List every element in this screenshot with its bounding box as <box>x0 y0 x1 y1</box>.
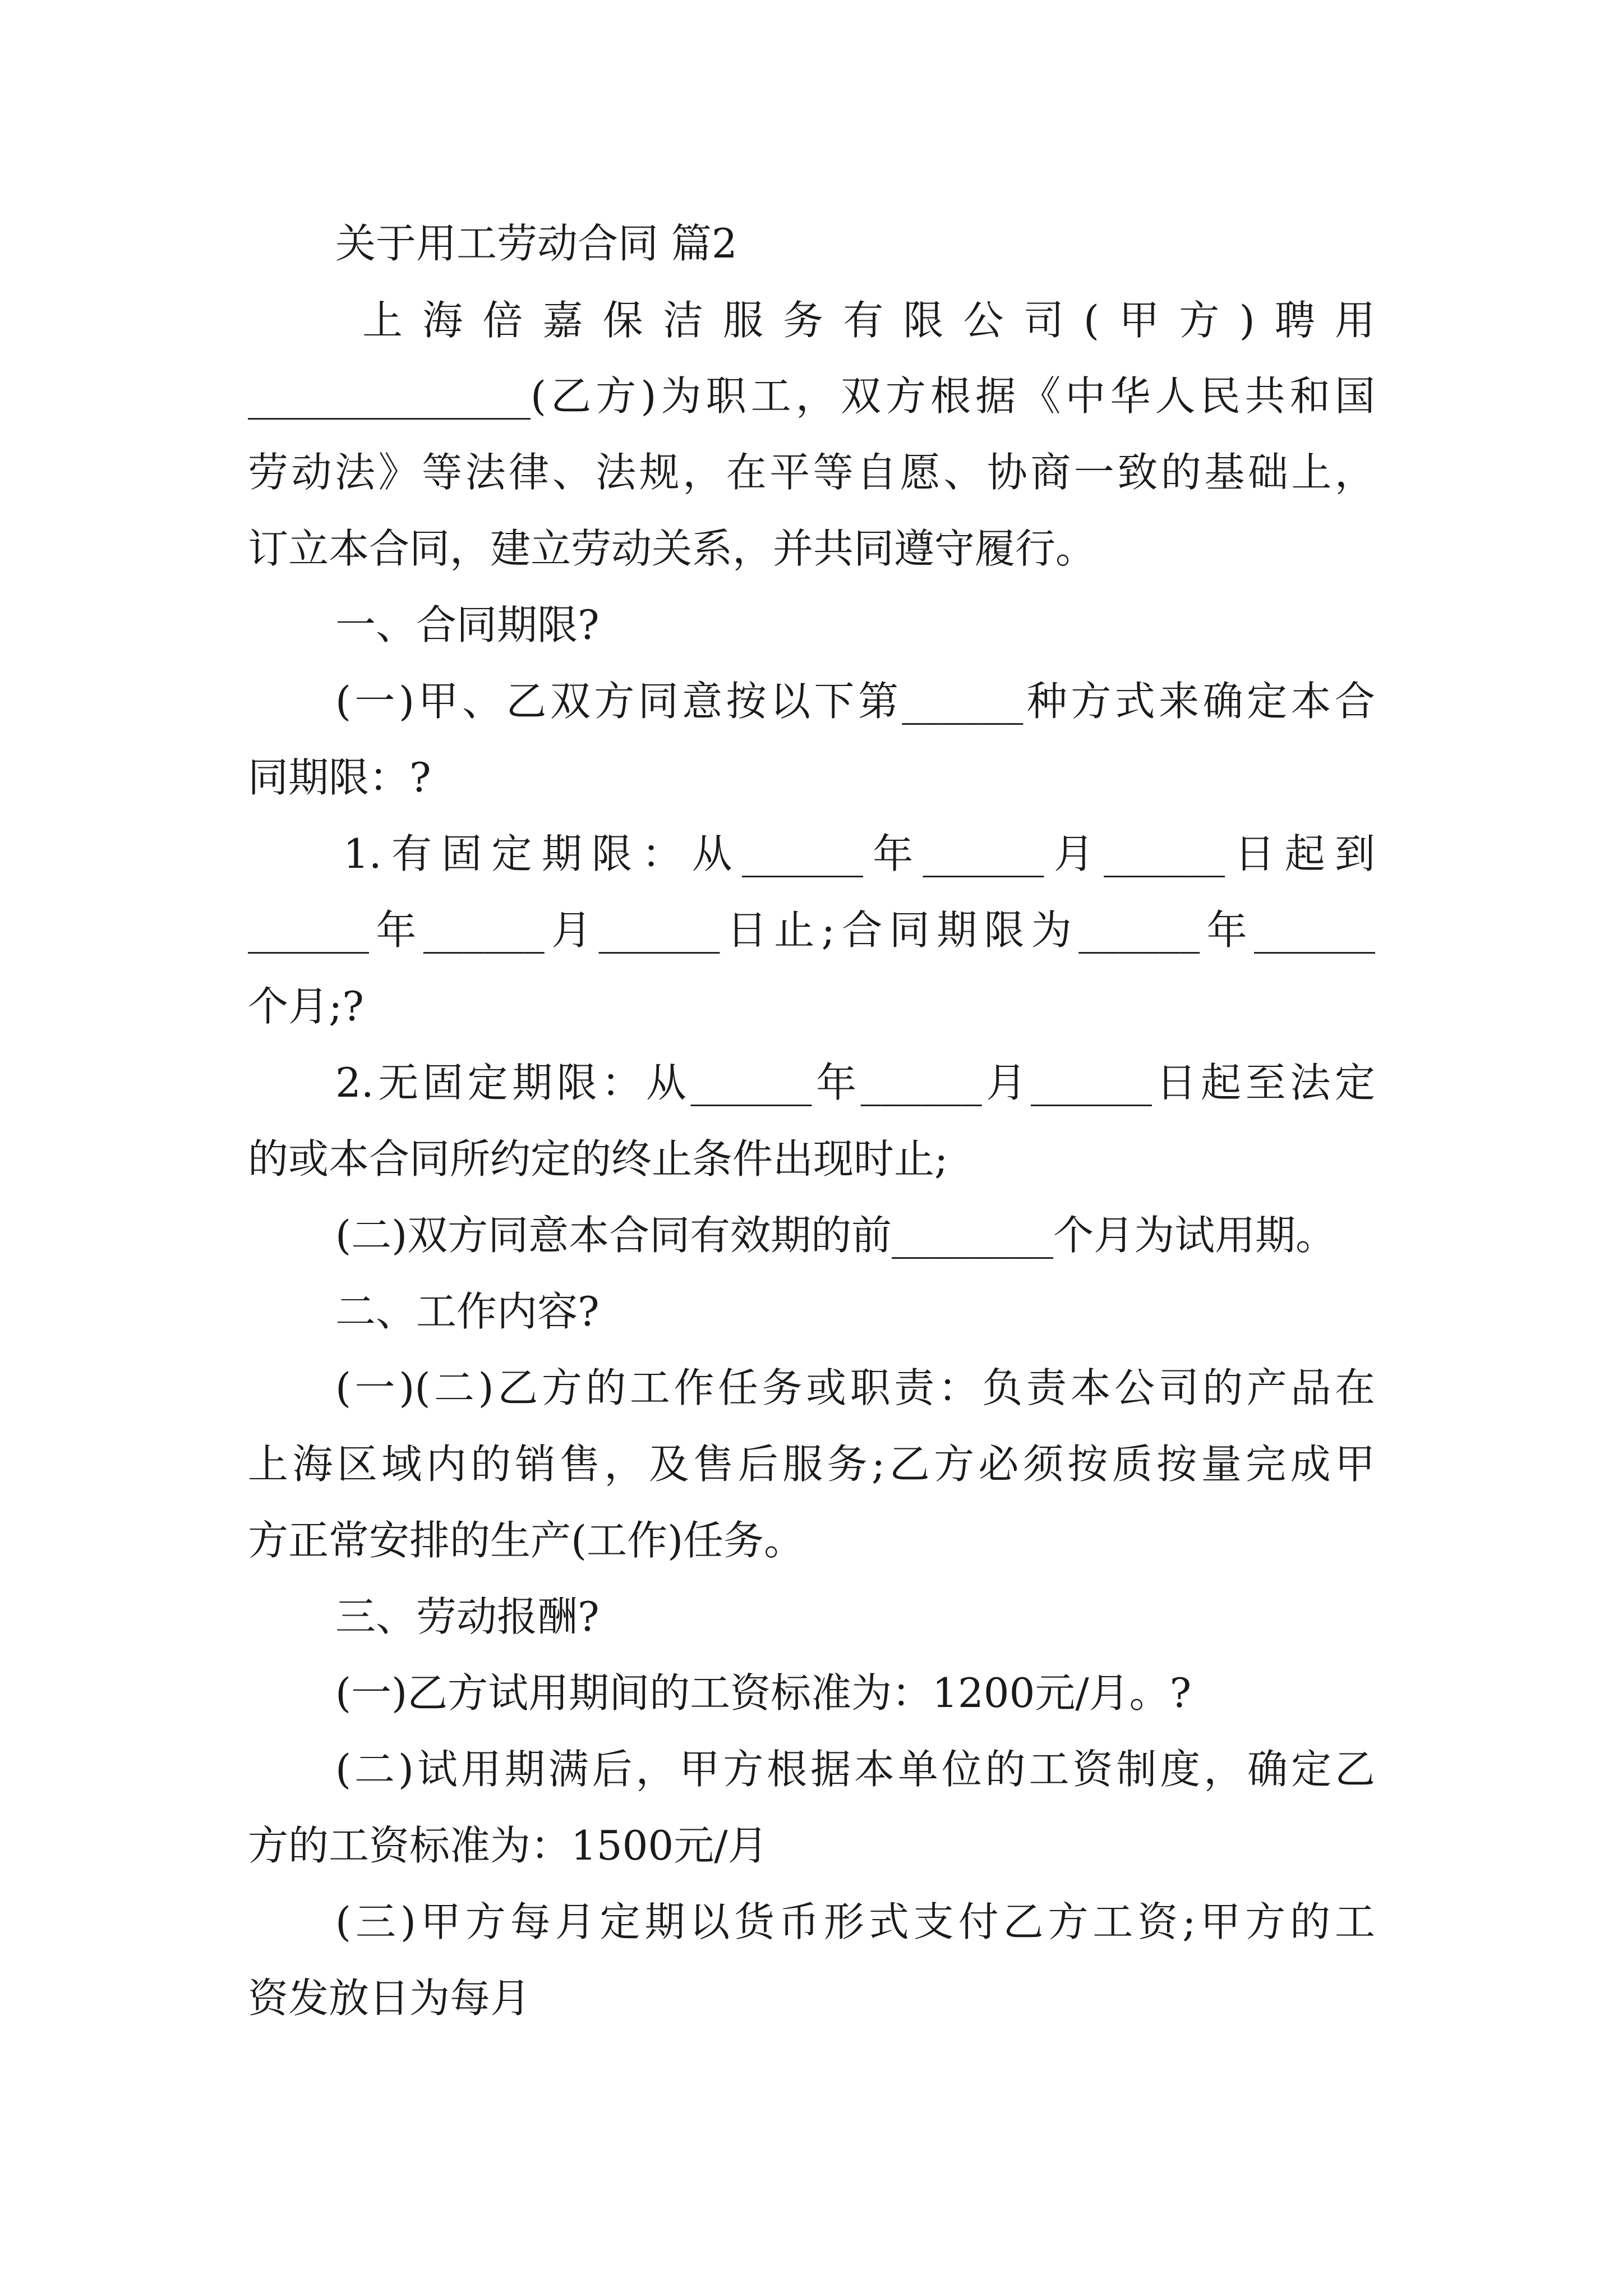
paragraph-line: (一)(二)乙方的工作任务或职责：负责本公司的产品在 <box>335 1364 1375 1411</box>
paragraph-line: (一)甲、乙双方同意按以下第______种方式来确定本合 <box>335 678 1375 725</box>
paragraph-line: 1.有固定期限：从______年______月______日起到 <box>343 830 1375 877</box>
paragraph-line: (一)乙方试用期间的工资标准为：1200元/月。? <box>335 1669 1192 1717</box>
paragraph-line: (二)试用期满后，甲方根据本单位的工资制度，确定乙 <box>335 1746 1375 1793</box>
paragraph-line: ______年______月______日止;合同期限为______年______ <box>248 907 1375 954</box>
paragraph-line: 方的工资标准为：1500元/月 <box>248 1822 768 1869</box>
paragraph-line: (二)双方同意本合同有效期的前________个月为试用期。 <box>335 1212 1336 1259</box>
paragraph-line: 个月;? <box>248 983 364 1030</box>
paragraph-line: 上海倍嘉保洁服务有限公司(甲方)聘用 <box>362 297 1375 344</box>
paragraph-line: 2.无固定期限：从______年______月______日起至法定 <box>335 1059 1375 1106</box>
section-heading: 二、工作内容? <box>335 1288 600 1335</box>
paragraph-line: ______________(乙方)为职工，双方根据《中华人民共和国 <box>248 372 1375 420</box>
paragraph-line: 劳动法》等法律、法规，在平等自愿、协商一致的基础上， <box>248 449 1375 496</box>
section-heading: 一、合同期限? <box>335 601 600 648</box>
paragraph-line: 订立本合同，建立劳动关系，并共同遵守履行。 <box>248 525 1096 572</box>
paragraph-line: 上海区域内的销售，及售后服务;乙方必须按质按量完成甲 <box>248 1441 1375 1488</box>
document-title: 关于用工劳动合同 篇2 <box>335 220 737 267</box>
section-heading: 三、劳动报酬? <box>335 1593 600 1640</box>
paragraph-line: 资发放日为每月 <box>248 1975 531 2022</box>
paragraph-line: (三)甲方每月定期以货币形式支付乙方工资;甲方的工 <box>335 1898 1375 1945</box>
paragraph-line: 方正常安排的生产(工作)任务。 <box>248 1517 805 1564</box>
paragraph-line: 的或本合同所约定的终止条件出现时止; <box>248 1135 948 1182</box>
paragraph-line: 同期限：? <box>248 754 431 801</box>
